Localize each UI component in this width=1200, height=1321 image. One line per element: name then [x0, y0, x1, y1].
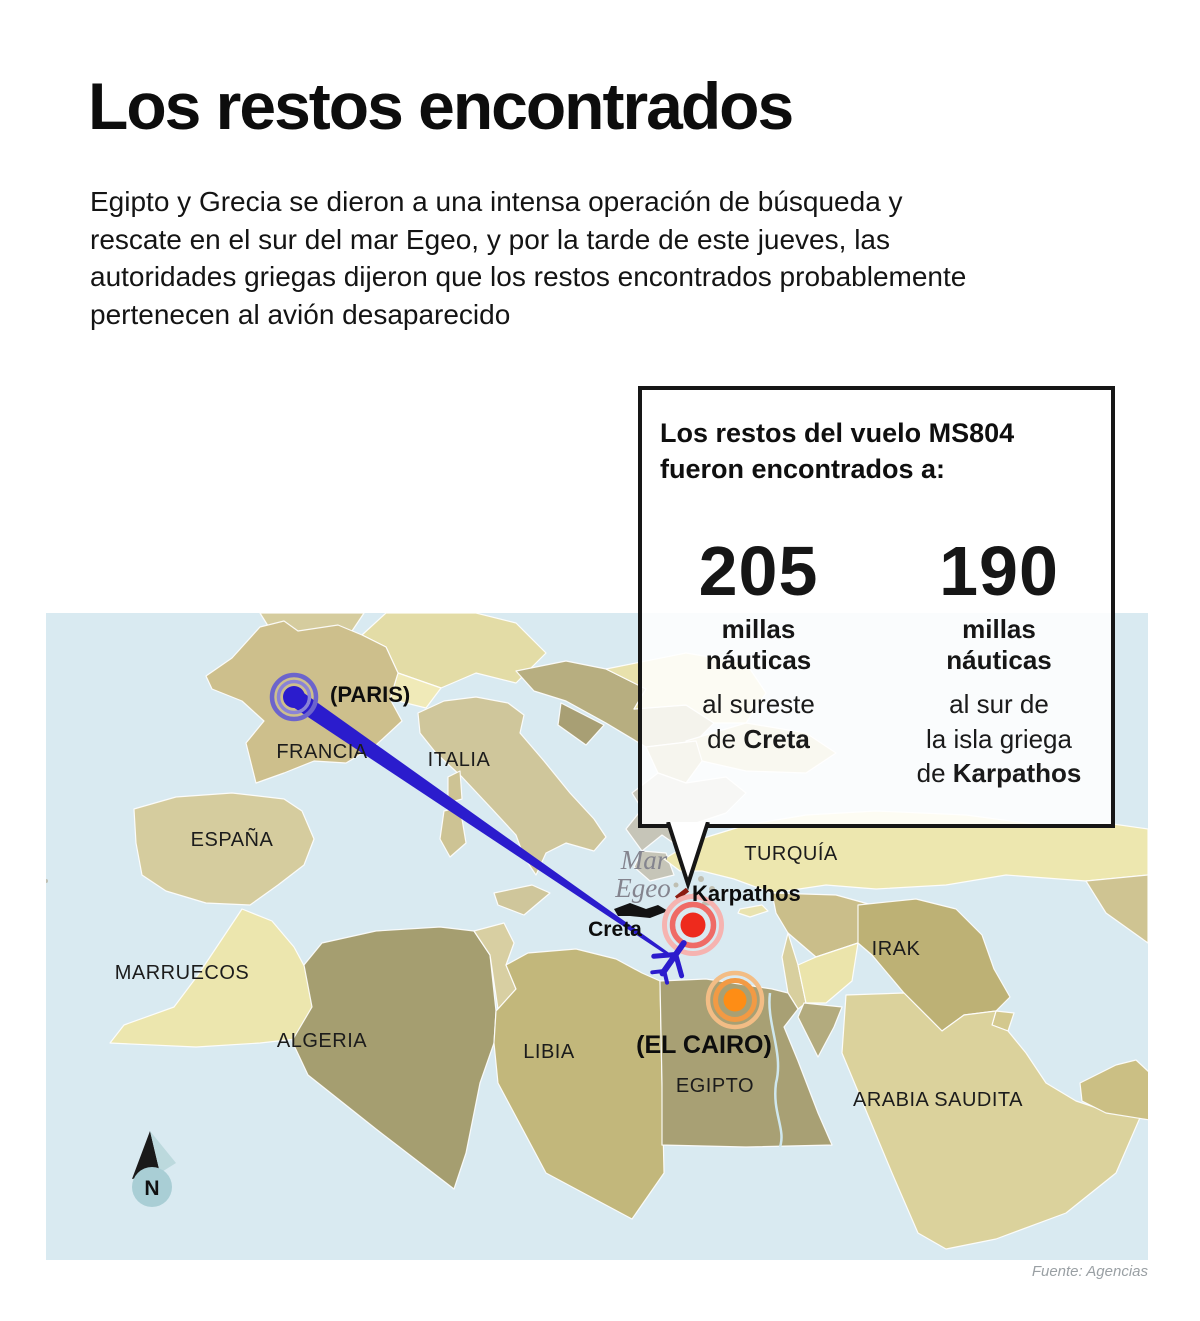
label-algeria: ALGERIA	[276, 1030, 368, 1052]
intro-paragraph: Egipto y Grecia se dieron a una intensa operación de búsqueda y rescate en el sur del mar Egeo, y por la tarde de este jueves, las autoridades griegas dijeron que los restos encontrados probablemente pertenecen al avión desaparecido	[90, 186, 967, 330]
callout-box	[638, 386, 1115, 828]
callout-header-line1: Los restos del vuelo MS804	[660, 418, 1015, 448]
callout-header	[660, 416, 1090, 487]
desc-creta: al sureste de Creta	[702, 689, 815, 754]
source-credit: Fuente: Agencias	[1031, 1263, 1148, 1280]
unit-karpathos: millas náuticas	[946, 614, 1052, 675]
label-francia: FRANCIA	[276, 741, 368, 763]
compass-n-label: N	[144, 1177, 160, 1200]
label-espana: ESPAÑA	[190, 829, 274, 851]
callout-header-line2: fueron encontrados a:	[660, 453, 946, 484]
paris-marker	[272, 675, 316, 719]
label-egipto: EGIPTO	[675, 1075, 755, 1097]
page-title: Los restos encontrados	[88, 69, 793, 143]
desc-karpathos: al sur de la isla griega de Karpathos	[916, 689, 1082, 788]
unit-creta: millas náuticas	[705, 614, 812, 675]
callout-col-creta	[656, 532, 861, 756]
karpathos-bold: Karpathos	[952, 757, 1082, 788]
label-arabia-saudita: ARABIA SAUDITA	[852, 1089, 1024, 1111]
label-turquia: TURQUÍA	[744, 843, 838, 865]
label-libia: LIBIA	[523, 1041, 575, 1063]
label-karpathos: Karpathos	[692, 881, 801, 906]
label-mar-egeo-line1: Mar	[620, 845, 668, 875]
label-irak: IRAK	[871, 938, 921, 960]
callout-tail	[664, 822, 712, 892]
distance-karpathos: 190	[939, 532, 1059, 610]
callout-col-karpathos	[894, 532, 1104, 790]
creta-bold: Creta	[743, 723, 810, 754]
label-italia: ITALIA	[427, 749, 491, 771]
cairo-marker	[708, 973, 762, 1027]
label-creta: Creta	[588, 918, 642, 941]
label-paris: (PARIS)	[330, 682, 411, 707]
label-mar-egeo-line2: Egeo	[615, 873, 671, 903]
distance-creta: 205	[698, 532, 819, 610]
label-el-cairo: (EL CAIRO)	[636, 1031, 772, 1059]
label-marruecos: MARRUECOS	[114, 962, 250, 984]
